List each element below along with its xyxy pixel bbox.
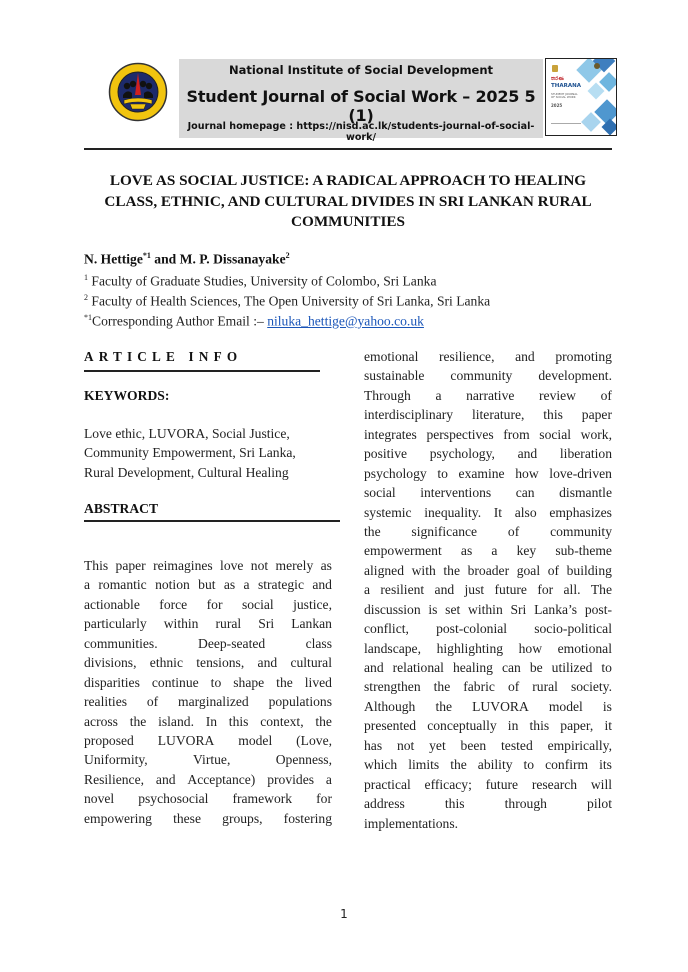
- affiliation-2: [84, 293, 490, 310]
- cover-subtitle: STUDENT JOURNAL OF SOCIAL WORK: [551, 92, 578, 100]
- cover-year: 2025: [551, 103, 563, 108]
- abstract-line: psychology to examine how love-driven: [364, 465, 612, 481]
- abstract-line: Through a narrative review of: [364, 387, 612, 403]
- abstract-line: has not yet been tested empirically,: [364, 737, 612, 753]
- abstract-line: social interventions can dismantle: [364, 485, 612, 501]
- paper-title: LOVE AS SOCIAL JUSTICE: A RADICAL APPROACH TO HEALING CLASS, ETHNIC, AND CULTURAL DIVIDES IN SRI LANKAN RURAL COMMUNITIES: [104, 172, 592, 230]
- abstract-line: divisions, ethnic tensions, and cultural: [84, 655, 332, 671]
- abstract-line: positive psychology, and liberation: [364, 446, 612, 462]
- abstract-divider: [84, 520, 340, 522]
- abstract-line: proposed LUVORA model (Love,: [84, 732, 332, 748]
- affiliation-1: [84, 273, 436, 290]
- cover-sinhala-title: තරණ: [551, 76, 564, 82]
- abstract-line: a resilient and just future for all. The: [364, 582, 612, 598]
- abstract-line: sustainable community development.: [364, 368, 612, 384]
- abstract-line: empowerment as a key sub-theme: [364, 543, 612, 559]
- nisd-emblem-icon: [108, 62, 168, 122]
- abstract-line: address this through pilot: [364, 796, 612, 812]
- cover-title: THARANA: [551, 83, 581, 89]
- author-line: [84, 251, 290, 268]
- author-2: M. P. Dissanayake: [179, 251, 286, 267]
- abstract-line: presented conceptually in this paper, it: [364, 718, 612, 734]
- abstract-line: a romantic notion but as a strategic and: [84, 577, 332, 593]
- abstract-line: integrates perspectives from social work,: [364, 426, 612, 442]
- keywords-line: Community Empowerment, Sri Lanka,: [84, 445, 296, 461]
- abstract-line: empowering these groups, fostering: [84, 810, 332, 826]
- keywords-heading: KEYWORDS:: [84, 388, 170, 403]
- article-info-heading: ARTICLE INFO: [84, 349, 243, 364]
- keywords-line: Rural Development, Cultural Healing: [84, 464, 289, 480]
- affiliation-marker: 2: [84, 293, 88, 302]
- abstract-line: strengthen the fabric of rural society.: [364, 679, 612, 695]
- abstract-line: practical efficacy; future research will: [364, 776, 612, 792]
- keywords-line: Love ethic, LUVORA, Social Justice,: [84, 426, 290, 441]
- abstract-line: which limits the ability to confirm its: [364, 757, 612, 773]
- abstract-line: emotional resilience, and promoting: [364, 349, 612, 364]
- abstract-line: disparities continue to shape the lived: [84, 674, 332, 690]
- abstract-line: Resilience, and Acceptance) provides a: [84, 771, 332, 787]
- abstract-line: communities. Deep-seated class: [84, 635, 332, 651]
- keywords-list: [84, 424, 320, 482]
- journal-name: Student Journal of Social Work – 2025 5 (1): [186, 87, 536, 125]
- article-info-divider: [84, 370, 320, 372]
- abstract-line: Uniformity, Virtue, Openness,: [84, 752, 332, 768]
- abstract-line: and relational healing can be utilized to: [364, 660, 612, 675]
- cover-emblem-icon: [552, 65, 558, 72]
- corresponding-marker: *1: [84, 313, 92, 322]
- affiliation-text: Faculty of Health Sciences, The Open University of Sri Lanka, Sri Lanka: [88, 293, 491, 309]
- abstract-line: interdisciplinary literature, this paper: [364, 407, 612, 423]
- abstract-line: particularly within rural Sri Lankan: [84, 616, 332, 632]
- abstract-text-column-2: [364, 347, 612, 833]
- abstract-line: conflict, post-colonial socio-political: [364, 621, 612, 637]
- abstract-line: aligned with the broader goal of building: [364, 562, 612, 578]
- corresponding-label: Corresponding Author Email :–: [92, 313, 268, 329]
- abstract-line: Although the LUVORA model is: [364, 698, 612, 714]
- author-1-marker: *1: [142, 251, 151, 260]
- cover-footer-line: [551, 123, 581, 124]
- corresponding-email-link[interactable]: niluka_hettige@yahoo.co.uk: [267, 313, 424, 329]
- header-divider: [84, 148, 612, 150]
- author-2-marker: 2: [285, 251, 290, 260]
- abstract-line: implementations.: [364, 815, 459, 831]
- abstract-line: actionable force for social justice,: [84, 596, 332, 612]
- corresponding-author: [84, 313, 424, 330]
- abstract-line: landscape, highlighting how emotional: [364, 640, 612, 656]
- journal-cover-image: [545, 58, 617, 136]
- abstract-text-column-1: [84, 556, 332, 828]
- institute-name: National Institute of Social Development: [228, 63, 494, 77]
- abstract-line: This paper reimagines love not merely as: [84, 558, 332, 573]
- journal-header: [179, 59, 543, 143]
- page-number: 1: [340, 907, 348, 921]
- author-1: N. Hettige: [84, 251, 143, 267]
- abstract-line: novel psychosocial framework for: [84, 791, 332, 807]
- institute-logo: [108, 62, 168, 122]
- abstract-heading: ABSTRACT: [84, 501, 159, 516]
- abstract-line: systemic inequality. It also emphasizes: [364, 504, 612, 520]
- affiliation-text: Faculty of Graduate Studies, University of Colombo, Sri Lanka: [88, 273, 437, 289]
- author-conjunction: and: [150, 251, 180, 267]
- abstract-line: the significance of community: [364, 523, 612, 539]
- abstract-line: realities of marginalized populations: [84, 694, 332, 710]
- journal-homepage: Journal homepage : https://nisd.ac.lk/students-journal-of-social-work/: [187, 121, 535, 143]
- abstract-line: across the island. In this context, the: [84, 713, 332, 729]
- affiliation-marker: 1: [84, 273, 88, 282]
- abstract-line: discussion is set within Sri Lanka’s post-: [364, 601, 612, 617]
